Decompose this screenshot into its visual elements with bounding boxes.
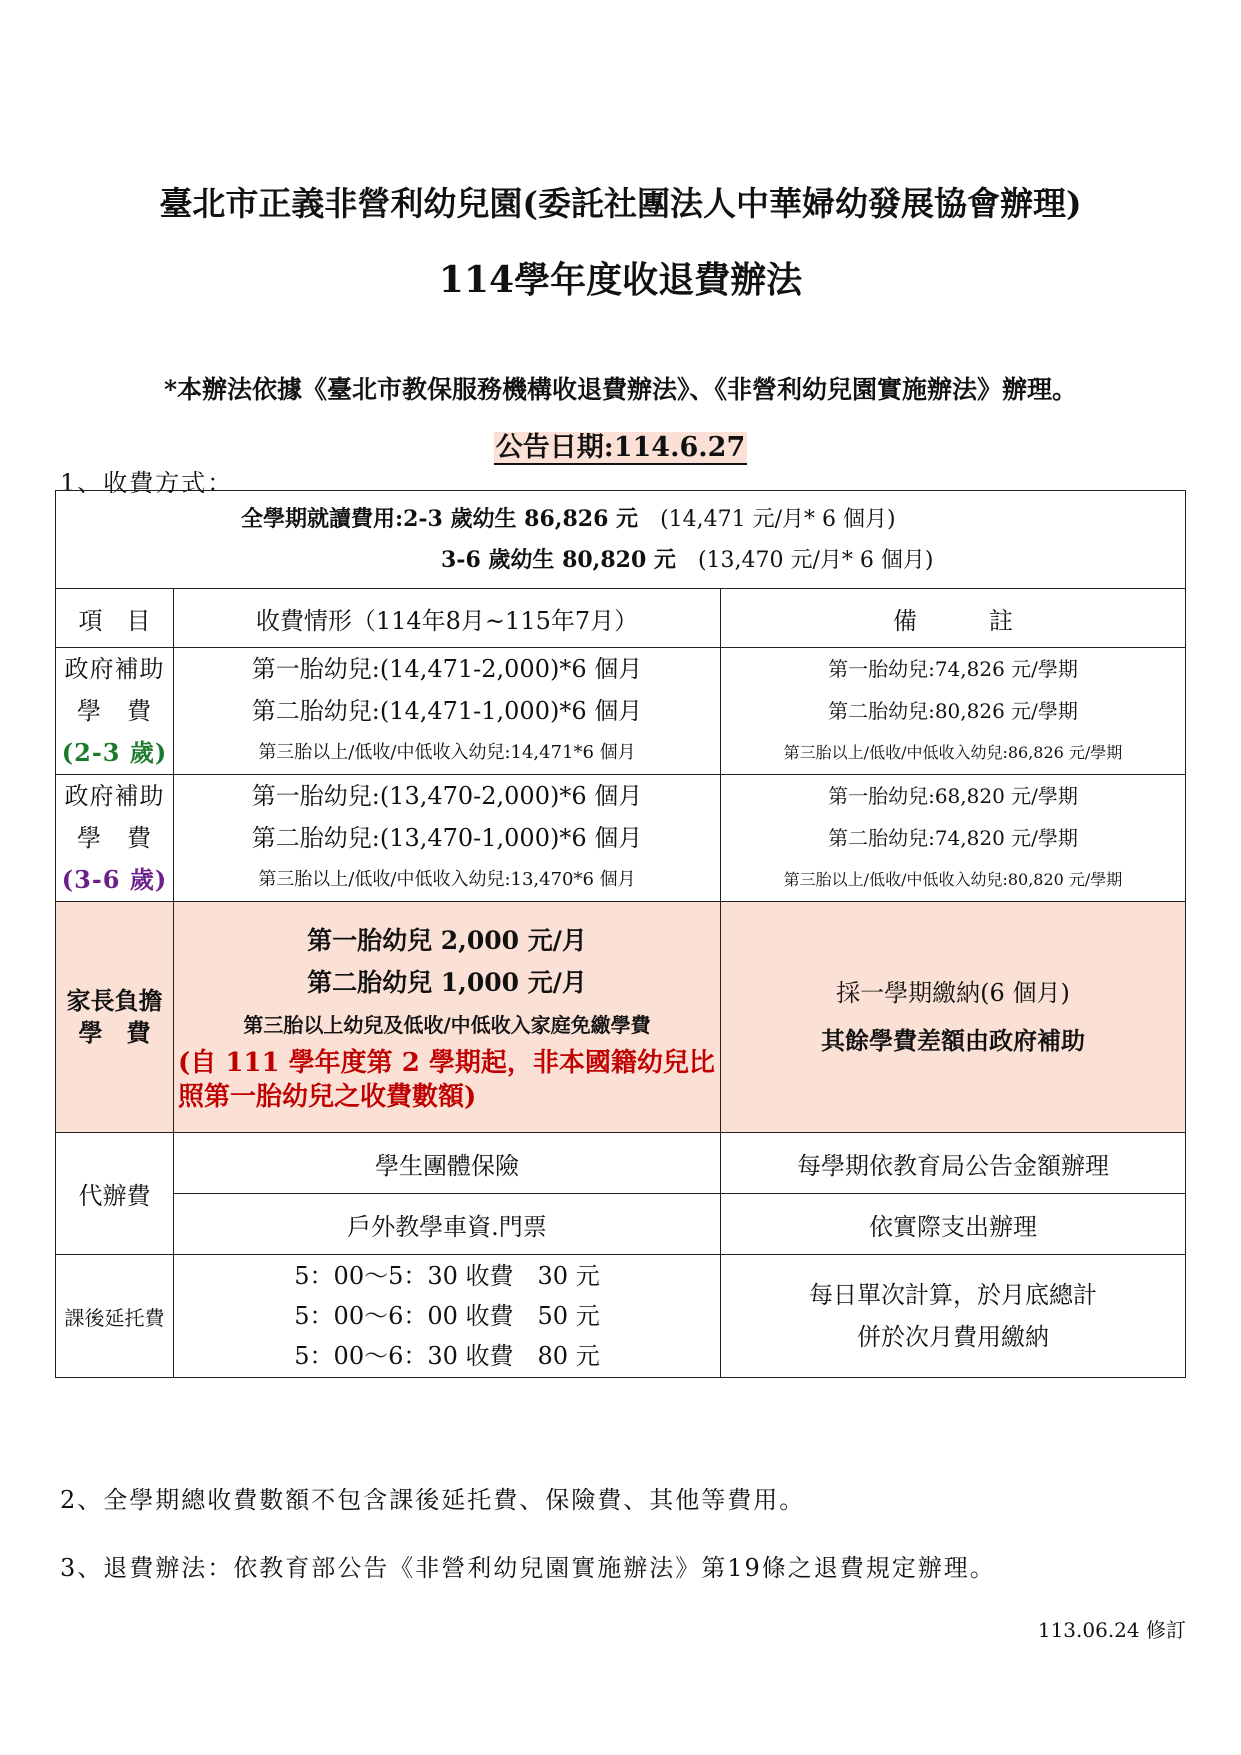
gov-subsidy-36-row <box>56 775 1186 902</box>
parent-charge-1: 第一胎幼兒 2,000 元/月 <box>307 926 587 955</box>
section2-text: 2、全學期總收費數額不包含課後延托費、保險費、其他等費用。 <box>60 1486 806 1514</box>
after-care-row <box>56 1255 1186 1378</box>
gov-23-item-line1: 政府補助 <box>64 655 165 683</box>
agent-remark-2: 依實際支出辦理 <box>721 1194 1186 1255</box>
parent-fee-row <box>56 902 1186 1133</box>
after-care-charge-2: 5：00～6：00 收費 50 元 <box>294 1302 600 1330</box>
page-title: 臺北市正義非營利幼兒園(委託社團法人中華婦幼發展協會辦理) <box>159 184 1082 223</box>
gov-23-remark-3: 第三胎以上/低收/中低收入幼兒:86,826 元/學期 <box>783 743 1123 762</box>
gov-23-remark-1: 第一胎幼兒:74,826 元/學期 <box>828 657 1078 681</box>
parent-charge-3: 第三胎以上幼兒及低收/中低收入家庭免繳學費 <box>243 1013 651 1037</box>
total-line1-note: (14,471 元/月* 6 個月) <box>660 506 896 532</box>
gov-36-charge-3: 第三胎以上/低收/中低收入幼兒:13,470*6 個月 <box>258 869 636 890</box>
agent-charge-1: 學生團體保險 <box>174 1133 721 1194</box>
total-line1: 全學期就讀費用:2-3 歲幼生 86,826 元 <box>241 505 639 532</box>
after-care-remark <box>721 1255 1186 1378</box>
parent-charge-note: (自 111 學年度第 2 學期起，非本國籍幼兒比照第一胎幼兒之收費數額) <box>178 1048 715 1112</box>
total-line2: 3-6 歲幼生 80,820 元 <box>441 546 676 573</box>
announce-date-text: 公告日期:114.6.27 <box>495 432 746 463</box>
gov-36-remark-2: 第二胎幼兒:74,820 元/學期 <box>828 826 1078 850</box>
gov-23-charge <box>174 648 721 775</box>
total-cell <box>56 491 1186 589</box>
parent-charge-2: 第二胎幼兒 1,000 元/月 <box>307 968 587 997</box>
after-care-remark-1: 每日單次計算，於月底總計 <box>809 1281 1097 1309</box>
gov-36-charge-2: 第二胎幼兒:(13,470-1,000)*6 個月 <box>251 824 643 852</box>
gov-36-age: (3-6 歲) <box>61 865 168 894</box>
header-item: 項 目 <box>56 589 174 648</box>
after-care-charge <box>174 1255 721 1378</box>
gov-23-item <box>56 648 174 775</box>
parent-remark <box>721 902 1186 1133</box>
gov-23-charge-3: 第三胎以上/低收/中低收入幼兒:14,471*6 個月 <box>258 742 636 763</box>
agent-fee-row-2 <box>56 1194 1186 1255</box>
revision-note: 113.06.24 修訂 <box>1037 1618 1186 1642</box>
parent-charge <box>174 902 721 1133</box>
gov-36-item-line1: 政府補助 <box>64 782 165 810</box>
gov-36-item <box>56 775 174 902</box>
gov-36-remark-3: 第三胎以上/低收/中低收入幼兒:80,820 元/學期 <box>783 870 1123 889</box>
total-line2-note: (13,470 元/月* 6 個月) <box>697 547 934 573</box>
header-remark: 備 註 <box>721 589 1186 648</box>
parent-item-line2: 學 費 <box>78 1018 151 1047</box>
gov-23-charge-2: 第二胎幼兒:(14,471-1,000)*6 個月 <box>251 697 643 725</box>
gov-36-item-line2: 學 費 <box>77 824 152 852</box>
page-subtitle: 114學年度收退費辦法 <box>438 259 803 301</box>
gov-23-age: (2-3 歲) <box>61 738 168 767</box>
gov-36-charge <box>174 775 721 902</box>
agent-item: 代辦費 <box>56 1133 174 1255</box>
total-row <box>56 491 1186 589</box>
gov-36-remark-1: 第一胎幼兒:68,820 元/學期 <box>828 784 1078 808</box>
agent-remark-1: 每學期依教育局公告金額辦理 <box>721 1133 1186 1194</box>
after-care-charge-1: 5：00～5：30 收費 30 元 <box>294 1262 600 1290</box>
gov-23-charge-1: 第一胎幼兒:(14,471-2,000)*6 個月 <box>251 655 643 683</box>
gov-36-charge-1: 第一胎幼兒:(13,470-2,000)*6 個月 <box>251 782 643 810</box>
fee-table <box>55 490 1186 1378</box>
section1-label: 1、收費方式： <box>60 469 234 497</box>
gov-23-remark <box>721 648 1186 775</box>
agent-charge-2: 戶外教學車資.門票 <box>174 1194 721 1255</box>
after-care-remark-2: 併於次月費用繳納 <box>857 1323 1049 1351</box>
regulation-basis: *本辦法依據《臺北市教保服務機構收退費辦法》、《非營利幼兒園實施辦法》辦理。 <box>163 375 1078 404</box>
gov-23-remark-2: 第二胎幼兒:80,826 元/學期 <box>828 699 1078 723</box>
announce-date <box>0 425 1241 464</box>
parent-item-line1: 家長負擔 <box>66 986 163 1015</box>
after-care-charge-3: 5：00～6：30 收費 80 元 <box>294 1342 600 1370</box>
agent-fee-row-1 <box>56 1133 1186 1194</box>
after-care-item: 課後延托費 <box>56 1255 174 1378</box>
header-row <box>56 589 1186 648</box>
parent-remark-1: 採一學期繳納(6 個月) <box>836 979 1070 1007</box>
gov-36-remark <box>721 775 1186 902</box>
section3-text: 3、退費辦法：依教育部公告《非營利幼兒園實施辦法》第19條之退費規定辦理。 <box>60 1554 996 1582</box>
gov-23-item-line2: 學 費 <box>77 697 152 725</box>
parent-remark-2: 其餘學費差額由政府補助 <box>821 1026 1085 1055</box>
parent-item <box>56 902 174 1133</box>
header-charge: 收費情形（114年8月~115年7月） <box>174 589 721 648</box>
gov-subsidy-23-row <box>56 648 1186 775</box>
